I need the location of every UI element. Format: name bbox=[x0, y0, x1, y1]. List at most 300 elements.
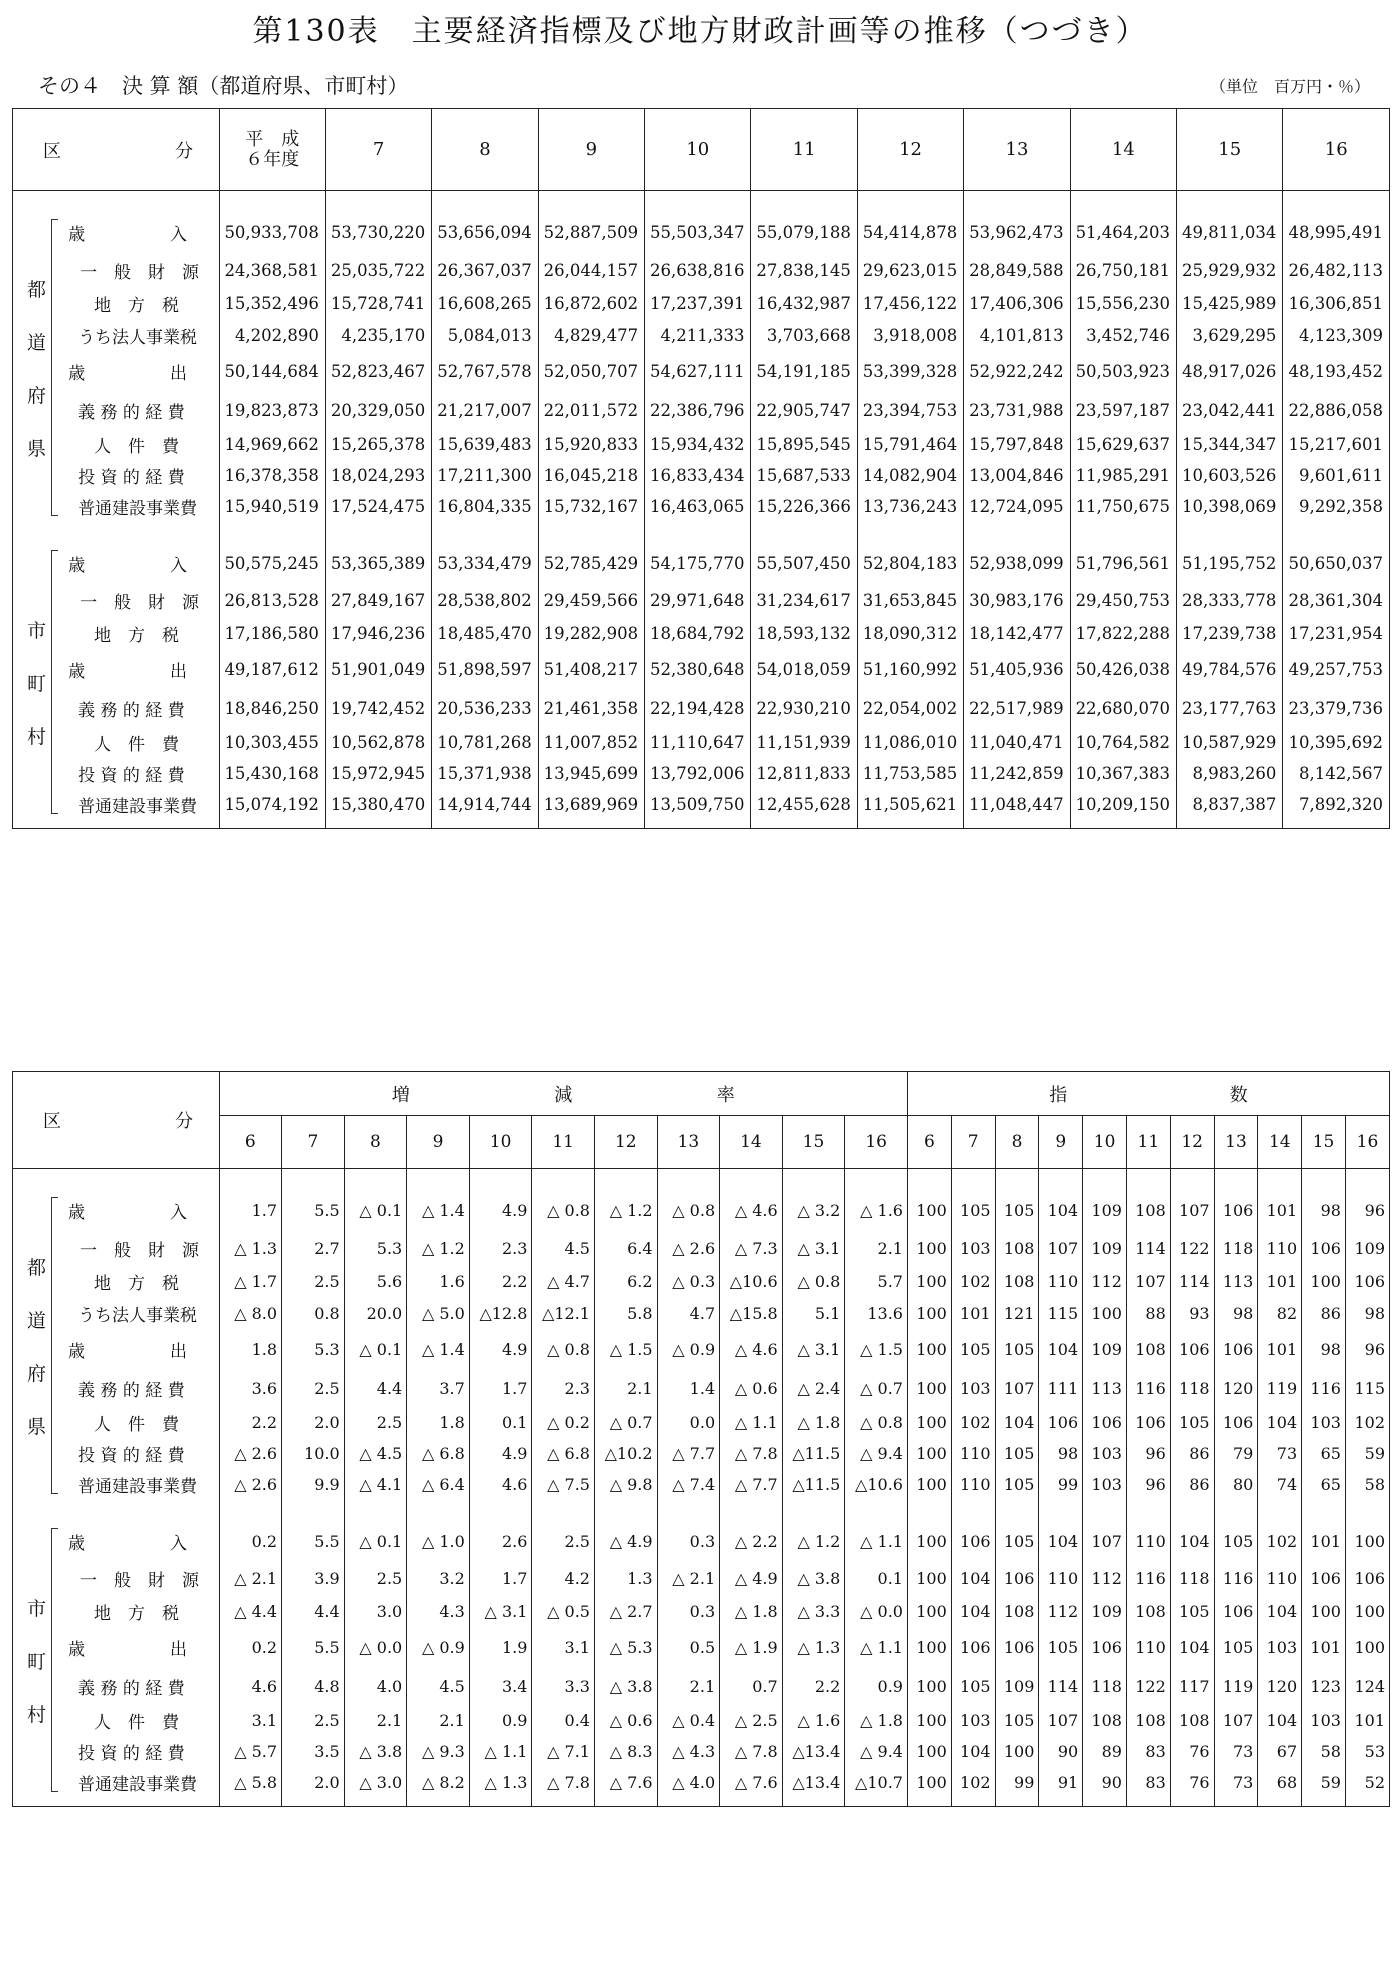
index-cell: 108 bbox=[1126, 1329, 1170, 1369]
index-cell: 121 bbox=[995, 1297, 1039, 1329]
amount-cell: 10,395,692 bbox=[1283, 727, 1390, 758]
row-label-text: 人 件 費 bbox=[94, 1415, 180, 1435]
row-label-text: 歳 出 bbox=[68, 1639, 188, 1660]
table-row bbox=[13, 1767, 1390, 1798]
row-label-text: 一 般 財 源 bbox=[80, 1240, 200, 1261]
index-cell: 123 bbox=[1302, 1667, 1346, 1705]
amount-cell: 23,731,988 bbox=[964, 391, 1070, 429]
rate-cell: 3.1 bbox=[219, 1705, 282, 1736]
index-cell: 106 bbox=[995, 1627, 1039, 1667]
amount-cell: 8,837,387 bbox=[1177, 789, 1283, 820]
index-cell: 65 bbox=[1302, 1438, 1346, 1469]
index-cell: 82 bbox=[1258, 1297, 1302, 1329]
amount-cell: 50,575,245 bbox=[219, 544, 325, 582]
amount-cell: 26,367,037 bbox=[432, 252, 538, 288]
rate-cell: △ 9.3 bbox=[407, 1736, 470, 1767]
index-cell: 104 bbox=[1170, 1627, 1214, 1667]
rate-cell: △ 3.1 bbox=[469, 1596, 532, 1627]
index-cell: 110 bbox=[1258, 1560, 1302, 1596]
amount-cell: 15,217,601 bbox=[1283, 429, 1390, 460]
amount-cell: 49,257,753 bbox=[1283, 649, 1390, 689]
kubun-header-char: 分 bbox=[175, 1111, 193, 1132]
table-row bbox=[13, 618, 1390, 649]
index-cell: 79 bbox=[1214, 1438, 1258, 1469]
rate-cell: △ 3.8 bbox=[594, 1667, 657, 1705]
row-label-text: 投 資 的 経 費 bbox=[78, 468, 185, 488]
amount-cell: 11,985,291 bbox=[1070, 460, 1176, 491]
rate-cell: 4.0 bbox=[344, 1667, 407, 1705]
table-row bbox=[13, 288, 1390, 319]
amount-cell: 4,202,890 bbox=[219, 319, 325, 351]
amount-cell: 10,781,268 bbox=[432, 727, 538, 758]
amount-cell: 10,562,878 bbox=[325, 727, 431, 758]
table-row bbox=[13, 1736, 1390, 1767]
rate-cell: △ 3.2 bbox=[782, 1191, 845, 1230]
table-row bbox=[13, 1266, 1390, 1297]
amount-cell: 21,217,007 bbox=[432, 391, 538, 429]
amount-cell: 17,239,738 bbox=[1177, 618, 1283, 649]
table-row bbox=[13, 351, 1390, 391]
page-title: 第130表 主要経済指標及び地方財政計画等の推移（つづき） bbox=[252, 14, 1148, 49]
index-cell: 86 bbox=[1170, 1469, 1214, 1500]
rate-cell: △ 0.7 bbox=[594, 1407, 657, 1438]
row-label bbox=[60, 1469, 219, 1500]
row-label-text: 歳 入 bbox=[68, 225, 188, 245]
index-cell: 73 bbox=[1258, 1438, 1302, 1469]
rate-cell: 3.9 bbox=[282, 1560, 345, 1596]
rate-cell: △ 4.7 bbox=[532, 1266, 595, 1297]
index-cell: 91 bbox=[1039, 1767, 1083, 1798]
rate-cell: 2.3 bbox=[532, 1369, 595, 1407]
table-row bbox=[13, 1230, 1390, 1266]
year-header: 13 bbox=[964, 109, 1070, 191]
index-cell: 110 bbox=[1039, 1266, 1083, 1297]
amount-cell: 49,187,612 bbox=[219, 649, 325, 689]
rate-cell: △ 3.8 bbox=[782, 1560, 845, 1596]
rate-year-header: 6 bbox=[219, 1116, 282, 1169]
rate-cell: △ 1.1 bbox=[469, 1736, 532, 1767]
kubun-header bbox=[13, 109, 220, 191]
table-row bbox=[13, 252, 1390, 288]
row-label-text: 地 方 税 bbox=[94, 1274, 180, 1294]
rate-cell: △ 2.5 bbox=[720, 1705, 783, 1736]
group-label-char: 市 bbox=[27, 619, 47, 642]
table-subtitle: その４ 決 算 額（都道府県、市町村） bbox=[38, 74, 409, 98]
amount-cell: 11,750,675 bbox=[1070, 491, 1176, 522]
amount-cell: 50,426,038 bbox=[1070, 649, 1176, 689]
amount-cell: 11,110,647 bbox=[645, 727, 751, 758]
rate-cell: △ 4.4 bbox=[219, 1596, 282, 1627]
index-cell: 101 bbox=[1345, 1705, 1389, 1736]
rate-cell: △ 4.6 bbox=[720, 1191, 783, 1230]
year-header: 14 bbox=[1070, 109, 1176, 191]
group-label-char: 町 bbox=[27, 1650, 47, 1673]
amount-cell: 8,983,260 bbox=[1177, 758, 1283, 789]
rate-cell: 0.7 bbox=[720, 1667, 783, 1705]
index-cell: 104 bbox=[951, 1736, 995, 1767]
index-cell: 59 bbox=[1302, 1767, 1346, 1798]
rate-cell: △ 1.9 bbox=[720, 1627, 783, 1667]
rate-cell: 2.5 bbox=[532, 1522, 595, 1560]
row-label-text: 人 件 費 bbox=[94, 437, 180, 457]
year-header: 9 bbox=[538, 109, 644, 191]
rate-cell: △ 1.1 bbox=[845, 1627, 908, 1667]
row-label-text: 普通建設事業費 bbox=[78, 797, 198, 817]
index-cell: 105 bbox=[995, 1191, 1039, 1230]
amount-cell: 48,995,491 bbox=[1283, 213, 1390, 252]
rate-cell: △ 7.8 bbox=[720, 1438, 783, 1469]
amount-cell: 17,231,954 bbox=[1283, 618, 1390, 649]
rate-cell: △ 5.7 bbox=[219, 1736, 282, 1767]
amount-cell: 10,398,069 bbox=[1177, 491, 1283, 522]
amount-cell: 49,784,576 bbox=[1177, 649, 1283, 689]
row-label-text: 歳 出 bbox=[68, 661, 188, 682]
rate-cell: △ 4.1 bbox=[344, 1469, 407, 1500]
amount-cell: 16,463,065 bbox=[645, 491, 751, 522]
row-label bbox=[60, 758, 219, 789]
table-row bbox=[13, 1705, 1390, 1736]
amount-cell: 17,524,475 bbox=[325, 491, 431, 522]
index-year-header: 9 bbox=[1039, 1116, 1083, 1169]
index-cell: 100 bbox=[995, 1736, 1039, 1767]
amount-cell: 28,849,588 bbox=[964, 252, 1070, 288]
amount-cell: 53,656,094 bbox=[432, 213, 538, 252]
rate-cell: △10.2 bbox=[594, 1438, 657, 1469]
index-cell: 101 bbox=[951, 1297, 995, 1329]
index-cell: 106 bbox=[1302, 1230, 1346, 1266]
index-cell: 118 bbox=[1214, 1230, 1258, 1266]
rate-year-header: 11 bbox=[532, 1116, 595, 1169]
rate-cell: 2.2 bbox=[219, 1407, 282, 1438]
rate-cell: △ 4.9 bbox=[594, 1522, 657, 1560]
amount-cell: 14,082,904 bbox=[857, 460, 963, 491]
table-bottom-spacer bbox=[13, 820, 1390, 829]
rate-cell: 2.0 bbox=[282, 1767, 345, 1798]
index-cell: 104 bbox=[1039, 1329, 1083, 1369]
amount-cell: 16,872,602 bbox=[538, 288, 644, 319]
rate-cell: 4.4 bbox=[344, 1369, 407, 1407]
amount-cell: 12,811,833 bbox=[751, 758, 857, 789]
rate-cell: △ 2.2 bbox=[720, 1522, 783, 1560]
table-row bbox=[13, 491, 1390, 522]
row-label bbox=[60, 460, 219, 491]
amount-cell: 15,920,833 bbox=[538, 429, 644, 460]
table-bottom-spacer bbox=[13, 1798, 1390, 1807]
index-cell: 90 bbox=[1039, 1736, 1083, 1767]
index-cell: 96 bbox=[1345, 1329, 1389, 1369]
index-cell: 58 bbox=[1302, 1736, 1346, 1767]
index-cell: 105 bbox=[995, 1329, 1039, 1369]
rate-cell: 2.5 bbox=[344, 1560, 407, 1596]
index-cell: 106 bbox=[1302, 1560, 1346, 1596]
amount-cell: 18,846,250 bbox=[219, 689, 325, 727]
index-cell: 101 bbox=[1302, 1522, 1346, 1560]
amount-cell: 9,292,358 bbox=[1283, 491, 1390, 522]
row-label bbox=[60, 252, 219, 288]
rate-cell: △ 1.3 bbox=[469, 1767, 532, 1798]
amount-cell: 3,918,008 bbox=[857, 319, 963, 351]
index-cell: 113 bbox=[1214, 1266, 1258, 1297]
rate-cell: △ 6.8 bbox=[407, 1438, 470, 1469]
index-year-header: 12 bbox=[1170, 1116, 1214, 1169]
rate-cell: 1.8 bbox=[407, 1407, 470, 1438]
rate-cell: △ 9.8 bbox=[594, 1469, 657, 1500]
amount-cell: 3,703,668 bbox=[751, 319, 857, 351]
row-label bbox=[60, 288, 219, 319]
settlement-amount-table bbox=[12, 108, 1390, 829]
amount-cell: 29,623,015 bbox=[857, 252, 963, 288]
amount-cell: 11,505,621 bbox=[857, 789, 963, 820]
index-cell: 98 bbox=[1302, 1329, 1346, 1369]
index-cell: 105 bbox=[951, 1329, 995, 1369]
amount-cell: 15,895,545 bbox=[751, 429, 857, 460]
row-label bbox=[60, 1705, 219, 1736]
index-cell: 109 bbox=[1345, 1230, 1389, 1266]
amount-cell: 19,282,908 bbox=[538, 618, 644, 649]
year-header: 7 bbox=[325, 109, 431, 191]
rate-cell: 4.9 bbox=[469, 1329, 532, 1369]
amount-cell: 3,629,295 bbox=[1177, 319, 1283, 351]
amount-cell: 16,432,987 bbox=[751, 288, 857, 319]
rate-cell: 5.3 bbox=[344, 1230, 407, 1266]
rate-cell: 0.1 bbox=[845, 1560, 908, 1596]
row-label-text: 地 方 税 bbox=[94, 1604, 180, 1624]
rate-cell: △ 4.0 bbox=[657, 1767, 720, 1798]
row-label bbox=[60, 689, 219, 727]
amount-cell: 11,151,939 bbox=[751, 727, 857, 758]
group-label-char: 都 bbox=[27, 278, 47, 301]
rate-cell: 2.5 bbox=[282, 1705, 345, 1736]
amount-cell: 15,226,366 bbox=[751, 491, 857, 522]
row-label-text: 人 件 費 bbox=[94, 735, 180, 755]
index-cell: 100 bbox=[907, 1191, 951, 1230]
amount-cell: 18,593,132 bbox=[751, 618, 857, 649]
row-label bbox=[60, 1667, 219, 1705]
rate-cell: △ 4.9 bbox=[720, 1560, 783, 1596]
index-cell: 100 bbox=[907, 1560, 951, 1596]
amount-cell: 25,035,722 bbox=[325, 252, 431, 288]
index-cell: 73 bbox=[1214, 1767, 1258, 1798]
amount-cell: 20,536,233 bbox=[432, 689, 538, 727]
rate-cell: △ 0.9 bbox=[657, 1329, 720, 1369]
index-cell: 108 bbox=[1126, 1191, 1170, 1230]
rate-cell: 1.4 bbox=[657, 1369, 720, 1407]
amount-cell: 54,414,878 bbox=[857, 213, 963, 252]
amount-cell: 15,687,533 bbox=[751, 460, 857, 491]
rate-cell: △ 7.6 bbox=[720, 1767, 783, 1798]
rate-cell: △ 2.1 bbox=[219, 1560, 282, 1596]
row-label-text: 普通建設事業費 bbox=[78, 1477, 198, 1497]
rate-cell: △ 2.6 bbox=[219, 1438, 282, 1469]
index-cell: 118 bbox=[1083, 1667, 1127, 1705]
amount-cell: 52,050,707 bbox=[538, 351, 644, 391]
row-label-text: 人 件 費 bbox=[94, 1713, 180, 1733]
rate-cell: △ 1.3 bbox=[782, 1627, 845, 1667]
rate-cell: △ 5.3 bbox=[594, 1627, 657, 1667]
rate-cell: △ 0.6 bbox=[720, 1369, 783, 1407]
amount-cell: 20,329,050 bbox=[325, 391, 431, 429]
amount-cell: 51,464,203 bbox=[1070, 213, 1176, 252]
rate-cell: △ 0.8 bbox=[782, 1266, 845, 1297]
index-cell: 76 bbox=[1170, 1736, 1214, 1767]
rate-year-header: 10 bbox=[469, 1116, 532, 1169]
amount-cell: 52,804,183 bbox=[857, 544, 963, 582]
amount-cell: 4,123,309 bbox=[1283, 319, 1390, 351]
amount-cell: 15,629,637 bbox=[1070, 429, 1176, 460]
rate-cell: △ 7.3 bbox=[720, 1230, 783, 1266]
row-label-text: 義 務 的 経 費 bbox=[78, 1678, 185, 1699]
rate-cell: 0.3 bbox=[657, 1596, 720, 1627]
rate-cell: △ 4.3 bbox=[657, 1736, 720, 1767]
index-cell: 105 bbox=[1170, 1407, 1214, 1438]
group-brace bbox=[51, 219, 58, 516]
amount-cell: 54,175,770 bbox=[645, 544, 751, 582]
index-cell: 101 bbox=[1258, 1329, 1302, 1369]
rate-cell: △12.8 bbox=[469, 1297, 532, 1329]
index-cell: 102 bbox=[951, 1767, 995, 1798]
amount-cell: 15,380,470 bbox=[325, 789, 431, 820]
index-cell: 93 bbox=[1170, 1297, 1214, 1329]
amount-cell: 15,797,848 bbox=[964, 429, 1070, 460]
amount-cell: 15,425,989 bbox=[1177, 288, 1283, 319]
rate-cell: △ 1.1 bbox=[845, 1522, 908, 1560]
rate-cell: △ 4.5 bbox=[344, 1438, 407, 1469]
row-label-text: 義 務 的 経 費 bbox=[78, 1380, 185, 1401]
index-cell: 104 bbox=[1258, 1705, 1302, 1736]
amount-cell: 54,191,185 bbox=[751, 351, 857, 391]
amount-cell: 15,371,938 bbox=[432, 758, 538, 789]
group-label-char: 県 bbox=[27, 437, 47, 460]
index-cell: 105 bbox=[951, 1191, 995, 1230]
index-cell: 106 bbox=[1345, 1560, 1389, 1596]
amount-cell: 28,538,802 bbox=[432, 582, 538, 618]
rate-cell: △ 0.0 bbox=[845, 1596, 908, 1627]
rate-cell: △ 0.8 bbox=[845, 1407, 908, 1438]
amount-cell: 15,556,230 bbox=[1070, 288, 1176, 319]
amount-cell: 11,086,010 bbox=[857, 727, 963, 758]
group-label-char: 市 bbox=[27, 1597, 47, 1620]
index-cell: 98 bbox=[1214, 1297, 1258, 1329]
amount-cell: 16,378,358 bbox=[219, 460, 325, 491]
group-label bbox=[13, 1522, 61, 1798]
rate-cell: △ 6.8 bbox=[532, 1438, 595, 1469]
index-cell: 68 bbox=[1258, 1767, 1302, 1798]
rate-cell: 5.5 bbox=[282, 1627, 345, 1667]
rate-cell: △ 7.7 bbox=[720, 1469, 783, 1500]
index-cell: 116 bbox=[1302, 1369, 1346, 1407]
rate-cell: △ 0.9 bbox=[407, 1627, 470, 1667]
index-cell: 100 bbox=[1345, 1596, 1389, 1627]
amount-cell: 53,730,220 bbox=[325, 213, 431, 252]
index-cell: 99 bbox=[995, 1767, 1039, 1798]
rate-cell: △ 1.8 bbox=[845, 1705, 908, 1736]
index-cell: 109 bbox=[1083, 1596, 1127, 1627]
rate-cell: △ 1.5 bbox=[594, 1329, 657, 1369]
index-cell: 104 bbox=[951, 1560, 995, 1596]
rate-cell: △ 9.4 bbox=[845, 1438, 908, 1469]
index-year-header: 15 bbox=[1302, 1116, 1346, 1169]
index-year-header: 14 bbox=[1258, 1116, 1302, 1169]
amount-cell: 15,430,168 bbox=[219, 758, 325, 789]
row-label bbox=[60, 1230, 219, 1266]
rate-cell: △ 1.7 bbox=[219, 1266, 282, 1297]
rate-cell: 5.6 bbox=[344, 1266, 407, 1297]
rate-cell: △ 1.2 bbox=[594, 1191, 657, 1230]
table-row bbox=[13, 1191, 1390, 1230]
amount-cell: 29,459,566 bbox=[538, 582, 644, 618]
year-header: 16 bbox=[1283, 109, 1390, 191]
amount-cell: 15,732,167 bbox=[538, 491, 644, 522]
index-cell: 106 bbox=[1214, 1596, 1258, 1627]
amount-cell: 29,450,753 bbox=[1070, 582, 1176, 618]
rate-cell: △ 7.8 bbox=[532, 1767, 595, 1798]
amount-cell: 15,352,496 bbox=[219, 288, 325, 319]
row-label bbox=[60, 1736, 219, 1767]
group-label-char: 村 bbox=[27, 1703, 47, 1726]
rate-cell: 4.4 bbox=[282, 1596, 345, 1627]
amount-cell: 51,195,752 bbox=[1177, 544, 1283, 582]
amount-cell: 15,934,432 bbox=[645, 429, 751, 460]
amount-cell: 22,886,058 bbox=[1283, 391, 1390, 429]
rate-cell: △ 7.5 bbox=[532, 1469, 595, 1500]
rate-cell: △ 0.8 bbox=[657, 1191, 720, 1230]
index-cell: 102 bbox=[951, 1266, 995, 1297]
row-label bbox=[60, 1596, 219, 1627]
rate-cell: 1.3 bbox=[594, 1560, 657, 1596]
rate-cell: △ 3.0 bbox=[344, 1767, 407, 1798]
amount-cell: 17,822,288 bbox=[1070, 618, 1176, 649]
table-row bbox=[13, 1667, 1390, 1705]
amount-cell: 23,597,187 bbox=[1070, 391, 1176, 429]
index-cell: 98 bbox=[1345, 1297, 1389, 1329]
index-cell: 106 bbox=[1039, 1407, 1083, 1438]
rate-cell: △ 0.6 bbox=[594, 1705, 657, 1736]
group-label-char: 県 bbox=[27, 1415, 47, 1438]
table-row bbox=[13, 213, 1390, 252]
rate-cell: △ 3.3 bbox=[782, 1596, 845, 1627]
rate-cell: △ 1.0 bbox=[407, 1522, 470, 1560]
table-row bbox=[13, 689, 1390, 727]
amount-cell: 53,962,473 bbox=[964, 213, 1070, 252]
amount-cell: 8,142,567 bbox=[1283, 758, 1390, 789]
rate-cell: 1.9 bbox=[469, 1627, 532, 1667]
index-year-header: 6 bbox=[907, 1116, 951, 1169]
rate-cell: △ 1.5 bbox=[845, 1329, 908, 1369]
row-label bbox=[60, 649, 219, 689]
index-cell: 107 bbox=[995, 1369, 1039, 1407]
table-row bbox=[13, 429, 1390, 460]
amount-cell: 18,090,312 bbox=[857, 618, 963, 649]
index-cell: 106 bbox=[995, 1560, 1039, 1596]
index-cell: 100 bbox=[907, 1369, 951, 1407]
row-label-text: 歳 入 bbox=[68, 555, 188, 576]
index-cell: 112 bbox=[1083, 1560, 1127, 1596]
amount-cell: 26,044,157 bbox=[538, 252, 644, 288]
rate-cell: △ 7.4 bbox=[657, 1469, 720, 1500]
index-cell: 100 bbox=[907, 1767, 951, 1798]
row-label bbox=[60, 213, 219, 252]
amount-cell: 31,234,617 bbox=[751, 582, 857, 618]
amount-cell: 10,367,383 bbox=[1070, 758, 1176, 789]
index-year-header: 8 bbox=[995, 1116, 1039, 1169]
rate-cell: △ 3.8 bbox=[344, 1736, 407, 1767]
amount-cell: 16,045,218 bbox=[538, 460, 644, 491]
index-cell: 73 bbox=[1214, 1736, 1258, 1767]
rate-cell: △11.5 bbox=[782, 1438, 845, 1469]
rate-cell: 5.8 bbox=[594, 1297, 657, 1329]
rate-cell: 3.7 bbox=[407, 1369, 470, 1407]
index-cell: 106 bbox=[1345, 1266, 1389, 1297]
